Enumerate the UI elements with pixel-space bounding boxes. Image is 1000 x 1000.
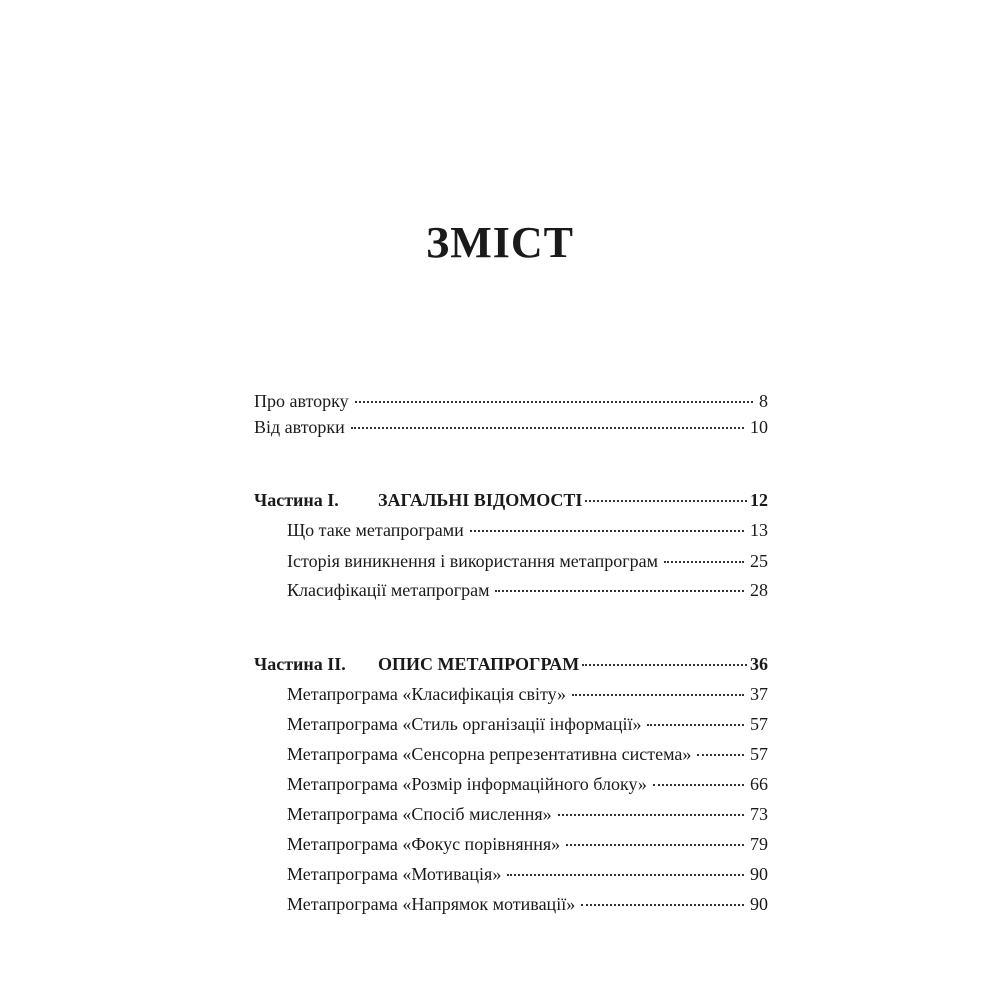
dot-leader <box>355 401 753 403</box>
toc-entry-page: 8 <box>759 391 768 411</box>
toc-part-1[interactable] <box>254 487 768 513</box>
toc-entry[interactable] <box>287 577 768 603</box>
toc-entry-page: 57 <box>750 744 768 764</box>
toc-entry-title: Класифікації метапрограм <box>287 580 490 600</box>
toc-entry[interactable] <box>287 831 768 857</box>
toc-entry[interactable] <box>287 801 768 827</box>
part-number: Частина ІІ. <box>254 654 346 674</box>
toc-entry[interactable] <box>287 517 768 543</box>
toc-entry-page: 79 <box>750 834 768 854</box>
toc-entry-title: Метапрограма «Спосіб мислення» <box>287 804 552 824</box>
dot-leader <box>507 874 744 876</box>
toc-entry-title: Метапрограма «Сенсорна репрезентативна система» <box>287 744 692 764</box>
toc-entry-title: Про авторку <box>254 391 349 411</box>
toc-entry-page: 66 <box>750 774 768 794</box>
toc-entry-title: Історія виникнення і використання метапрограм <box>287 551 659 571</box>
toc-entry-page: 37 <box>750 684 768 704</box>
toc-entry[interactable] <box>287 741 768 767</box>
toc-entry-page: 57 <box>750 714 768 734</box>
dot-leader <box>585 500 747 502</box>
dot-leader <box>351 427 744 429</box>
toc-entry[interactable] <box>287 548 768 574</box>
toc-entry-title: Метапрограма «Розмір інформаційного блоку» <box>287 774 647 794</box>
toc-entry[interactable] <box>287 711 768 737</box>
toc-entry-from-author[interactable] <box>254 414 768 440</box>
toc-entry-title: Метапрограма «Мотивація» <box>287 864 502 884</box>
dot-leader <box>582 664 747 666</box>
dot-leader <box>697 754 744 756</box>
toc-entry[interactable] <box>287 861 768 887</box>
toc-entry-title: Метапрограма «Стиль організації інформації» <box>287 714 642 734</box>
page-title: ЗМІСТ <box>426 218 574 267</box>
toc-entry-page: 25 <box>750 551 768 571</box>
toc-entry-page: 10 <box>750 417 768 437</box>
toc-entry-page: 90 <box>750 894 768 914</box>
toc-entry-title: Метапрограма «Фокус порівняння» <box>287 834 561 854</box>
toc-entry-title: Від авторки <box>254 417 345 437</box>
dot-leader <box>572 694 744 696</box>
toc-entry[interactable] <box>287 891 768 917</box>
dot-leader <box>495 590 744 592</box>
toc-entry[interactable] <box>287 771 768 797</box>
dot-leader <box>566 844 744 846</box>
toc-entry-title: Метапрограма «Класифікація світу» <box>287 684 567 704</box>
toc-entry-page: 73 <box>750 804 768 824</box>
toc-entry-about-author[interactable] <box>254 388 768 414</box>
toc-entry[interactable] <box>287 681 768 707</box>
dot-leader <box>581 904 744 906</box>
toc-entry-page: 28 <box>750 580 768 600</box>
part-title: ОПИС МЕТАПРОГРАМ <box>378 654 580 674</box>
dot-leader <box>647 724 744 726</box>
part-title: ЗАГАЛЬНІ ВІДОМОСТІ <box>378 490 583 510</box>
toc-entry-page: 13 <box>750 520 768 540</box>
part-page: 12 <box>750 490 768 510</box>
dot-leader <box>653 784 744 786</box>
dot-leader <box>558 814 744 816</box>
dot-leader <box>664 561 744 563</box>
part-page: 36 <box>750 654 768 674</box>
part-number: Частина І. <box>254 490 339 510</box>
dot-leader <box>470 530 744 532</box>
toc-part-2[interactable] <box>254 651 768 677</box>
toc-entry-page: 90 <box>750 864 768 884</box>
toc-entry-title: Метапрограма «Напрямок мотивації» <box>287 894 576 914</box>
toc-entry-title: Що таке метапрограми <box>287 520 464 540</box>
